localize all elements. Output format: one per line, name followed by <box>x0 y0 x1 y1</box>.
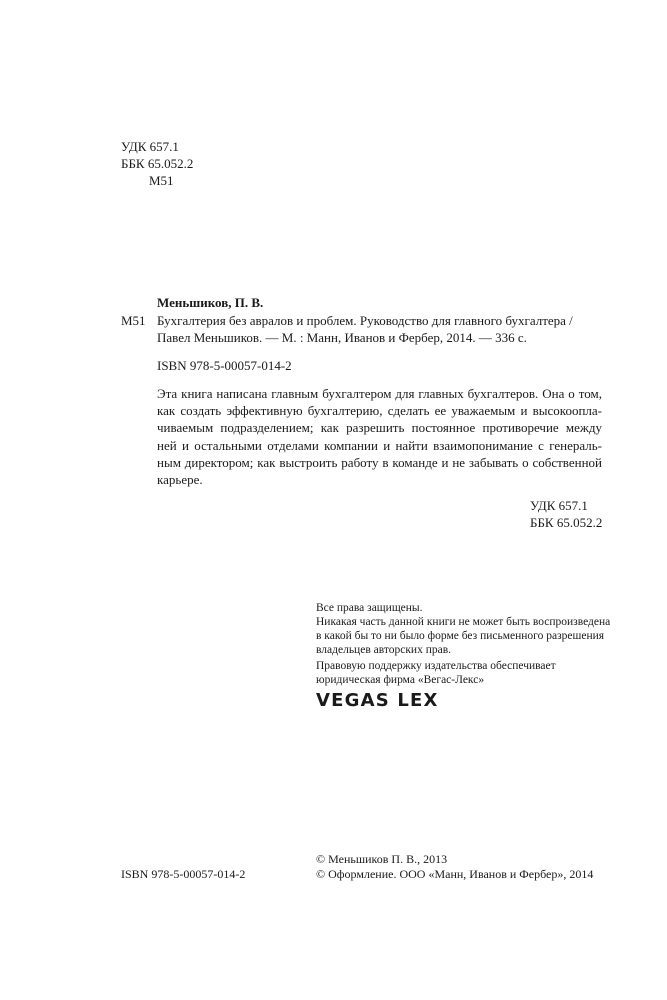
description-line: ным директором; как выстроить работу в команде и не забывать о собственной <box>157 454 602 470</box>
description-line: Эта книга написана главным бухгалтером для главных бухгалтеров. Она о том, <box>157 386 602 401</box>
copyright-author: © Меньшиков П. В., 2013 <box>316 852 448 866</box>
vegas-lex-logo: VEGAS LEX <box>316 690 439 711</box>
udk-code-bottom: УДК 657.1 <box>530 498 588 513</box>
description-line: карьере. <box>157 472 203 488</box>
legal-support-line1: Правовую поддержку издательства обеспечивает <box>316 660 556 672</box>
catalog-mark: М51 <box>121 313 146 328</box>
rights-line1: Все права защищены. <box>316 602 423 614</box>
description-line: ней и остальными отделами компании и найти взаимопонимание с генераль- <box>157 437 602 453</box>
copyright-design: © Оформление. ООО «Манн, Иванов и Фербер», 2014 <box>316 867 594 881</box>
book-description <box>157 385 602 488</box>
catalog-isbn: ISBN 978-5-00057-014-2 <box>157 358 292 373</box>
rights-line2: Никакая часть данной книги не может быть воспроизведена <box>316 616 611 628</box>
rights-line4: владельцев авторских прав. <box>316 644 452 656</box>
rights-line3: в какой бы то ни было форме без письменного разрешения <box>316 630 605 642</box>
legal-support-line2: юридическая фирма «Вегас-Лекс» <box>316 674 485 686</box>
bbk-code-bottom: ББК 65.052.2 <box>530 515 603 530</box>
udk-code-top: УДК 657.1 <box>121 139 179 154</box>
catalog-author: Меньшиков, П. В. <box>157 295 264 310</box>
author-mark-top: М51 <box>149 173 174 188</box>
footer-isbn: ISBN 978-5-00057-014-2 <box>121 867 246 881</box>
catalog-title-line2: Павел Меньшиков. — М. : Манн, Иванов и Фербер, 2014. — 336 с. <box>157 330 527 345</box>
catalog-title-line1: Бухгалтерия без авралов и проблем. Руководство для главного бухгалтера / <box>157 313 573 328</box>
description-line: как создать эффективную бухгалтерию, сделать ее уважаемым и высокоопла- <box>157 403 602 419</box>
bbk-code-top: ББК 65.052.2 <box>121 156 194 171</box>
description-line: чиваемым подразделением; как разрешить постоянное противоречие между <box>157 420 602 436</box>
